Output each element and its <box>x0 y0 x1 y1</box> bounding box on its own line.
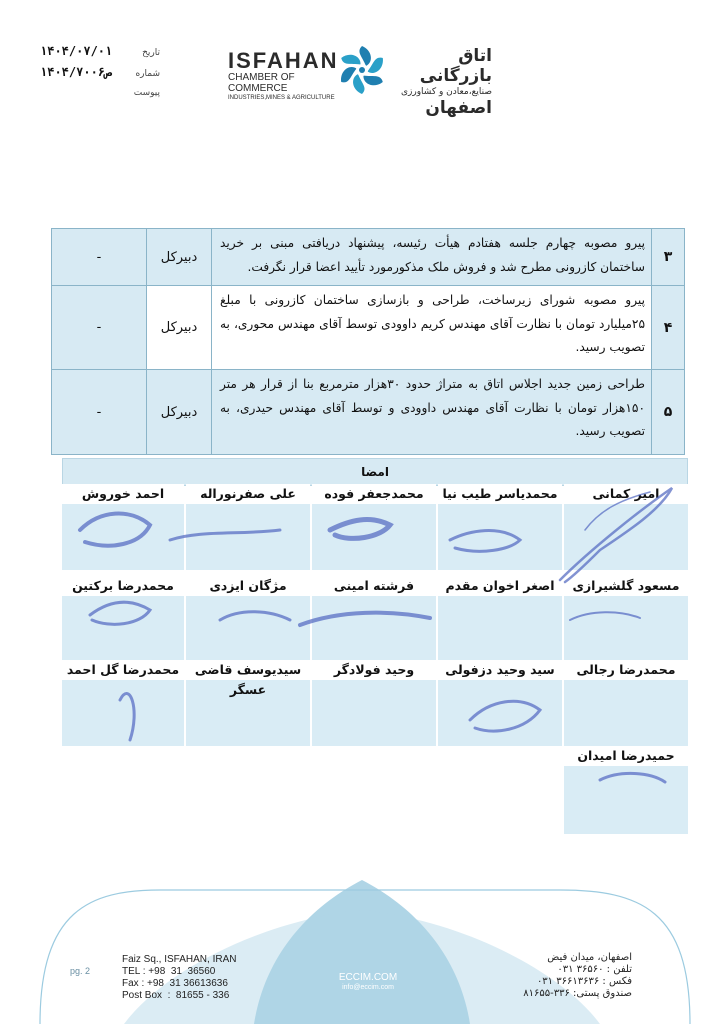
signature-cell <box>186 576 310 662</box>
page-number: pg. 2 <box>70 966 91 976</box>
signature-cell <box>62 576 184 662</box>
watermark-icon <box>0 870 724 1024</box>
chamber-logo-icon <box>336 44 388 96</box>
footer-en-tel: TEL : +98 31 36560 <box>122 966 216 977</box>
signatures-grid <box>62 484 688 834</box>
footer-en-fax: Fax : +98 31 36613636 <box>122 978 228 989</box>
signature-cell <box>564 660 688 746</box>
number-value: ۱۴۰۴/ص۷۰۰۶ <box>40 65 113 79</box>
signature-cell <box>312 484 436 570</box>
row-number-cell: ۳ <box>652 229 685 286</box>
signature-row <box>62 746 688 834</box>
email-link[interactable]: info@eccim.com <box>342 984 394 991</box>
signatory-name: وحید فولادگر <box>312 660 436 680</box>
signatory-name: علی صفرنوراله <box>186 484 310 504</box>
description-cell: پیرو مصوبه چهارم جلسه هفتادم هیأت رئیسه، پیشنهاد دریافتی مبنی بر خرید ساختمان کازرونی مطرح شد و فروش ملک مذکورمورد تأیید اعضا قرار نگرفت. <box>212 229 652 286</box>
description-cell: پیرو مصوبه شورای زیرساخت، طراحی و بازسازی ساختمان کازرونی با مبلغ ۲۵میلیارد تومان با نظارت آقای مهندس کریم داوودی توسط آقای مهندس محوری، به تصویب رسید. <box>212 286 652 370</box>
signature-cell <box>564 484 688 570</box>
deadline-cell: - <box>52 286 147 370</box>
signatory-name: محمدرضا برکتین <box>62 576 184 596</box>
footer-fa-fax: فکس : ۳۶۶۱۳۶۳۶ ۰۳۱ <box>536 976 632 987</box>
attachment-row <box>40 84 160 103</box>
signature-row <box>62 576 688 660</box>
signatory-name: مژگان ایزدی <box>186 576 310 596</box>
signature-cell <box>62 660 184 746</box>
date-value: ۱۴۰۴/۰۷/۰۱ <box>40 44 113 58</box>
signature-cell <box>186 484 310 570</box>
signatory-name: محمدیاسر طیب نیا <box>438 484 562 504</box>
number-label: شماره <box>135 69 160 79</box>
signature-cell <box>312 576 436 662</box>
signature-cell <box>438 660 562 746</box>
attachment-label: پیوست <box>133 88 160 98</box>
signatory-name: سید وحید دزفولی <box>438 660 562 680</box>
signature-cell <box>312 660 436 746</box>
signatory-name: محمدرضا گل احمد <box>62 660 184 680</box>
footer-address-fa <box>480 952 632 1000</box>
signature-cell <box>438 576 562 662</box>
signature-cell <box>186 660 310 746</box>
signature-cell <box>564 746 688 834</box>
number-row <box>40 63 160 84</box>
footer-address-en <box>122 954 236 1002</box>
logo-fa-subtitle: صنایع،معادن و کشاورزی <box>400 87 492 97</box>
logo-en-subtitle: CHAMBER OF COMMERCE <box>228 72 295 94</box>
footer-fa-box: صندوق پستی: ۳۳۶-۸۱۶۵۵ <box>523 988 632 999</box>
signatory-name: احمد خوروش <box>62 484 184 504</box>
deadline-cell: - <box>52 370 147 455</box>
logo-fa-title: اتاق بازرگانی <box>419 46 492 86</box>
row-number-cell: ۴ <box>652 286 685 370</box>
footer-fa-address: اصفهان، میدان فیض <box>547 952 632 963</box>
signatory-name: محمدجعفر فوده <box>312 484 436 504</box>
table-row <box>52 229 685 286</box>
signatory-name: حمیدرضا امیدان <box>564 746 688 766</box>
signatory-name: اصغر اخوان مقدم <box>438 576 562 596</box>
signature-row <box>62 484 688 576</box>
footer-en-box: Post Box : 81655 - 336 <box>122 990 230 1001</box>
resolutions-table <box>51 228 685 455</box>
table-row <box>52 370 685 455</box>
date-label: تاریخ <box>142 48 160 58</box>
responsible-cell: دبیرکل <box>147 229 212 286</box>
signatures-heading: امضا <box>62 458 688 486</box>
signatory-name: مسعود گلشیرازی <box>564 576 688 596</box>
logo-en-title: ISFAHAN <box>228 48 339 73</box>
logo-persian <box>392 46 492 118</box>
table-row <box>52 286 685 370</box>
logo-fa-city: اصفهان <box>425 98 492 118</box>
row-number-cell: ۵ <box>652 370 685 455</box>
footer-en-address: Faiz Sq., ISFAHAN, IRAN <box>122 954 237 965</box>
signature-cell <box>438 484 562 570</box>
logo-en-tagline: INDUSTRIES,MINES & AGRICULTURE <box>228 95 335 101</box>
signatory-name: امیر کمانی <box>564 484 688 504</box>
responsible-cell: دبیرکل <box>147 286 212 370</box>
description-cell: طراحی زمین جدید اجلاس اتاق به متراژ حدود ۳۰هزار مترمربع بنا از قرار هر متر ۱۵۰هزار تومان با نظارت آقای مهندس داوودی و توسط آقای مهندس حیدری، به تصویب رسید. <box>212 370 652 455</box>
signature-cell <box>62 484 184 570</box>
signatory-name: سیدیوسف قاضی عسگر <box>186 660 310 680</box>
signature-cell <box>564 576 688 662</box>
signatory-name: فرشته امینی <box>312 576 436 596</box>
footer-web <box>318 972 418 992</box>
website-link[interactable]: ECCIM.COM <box>338 972 398 983</box>
letter-meta <box>40 42 160 103</box>
deadline-cell: - <box>52 229 147 286</box>
signature-row <box>62 660 688 746</box>
responsible-cell: دبیرکل <box>147 370 212 455</box>
logo-english <box>228 50 338 102</box>
signatory-name: محمدرضا رجالی <box>564 660 688 680</box>
footer-fa-tel: تلفن : ۳۶۵۶۰ ۰۳۱ <box>557 964 632 975</box>
date-row <box>40 42 160 63</box>
